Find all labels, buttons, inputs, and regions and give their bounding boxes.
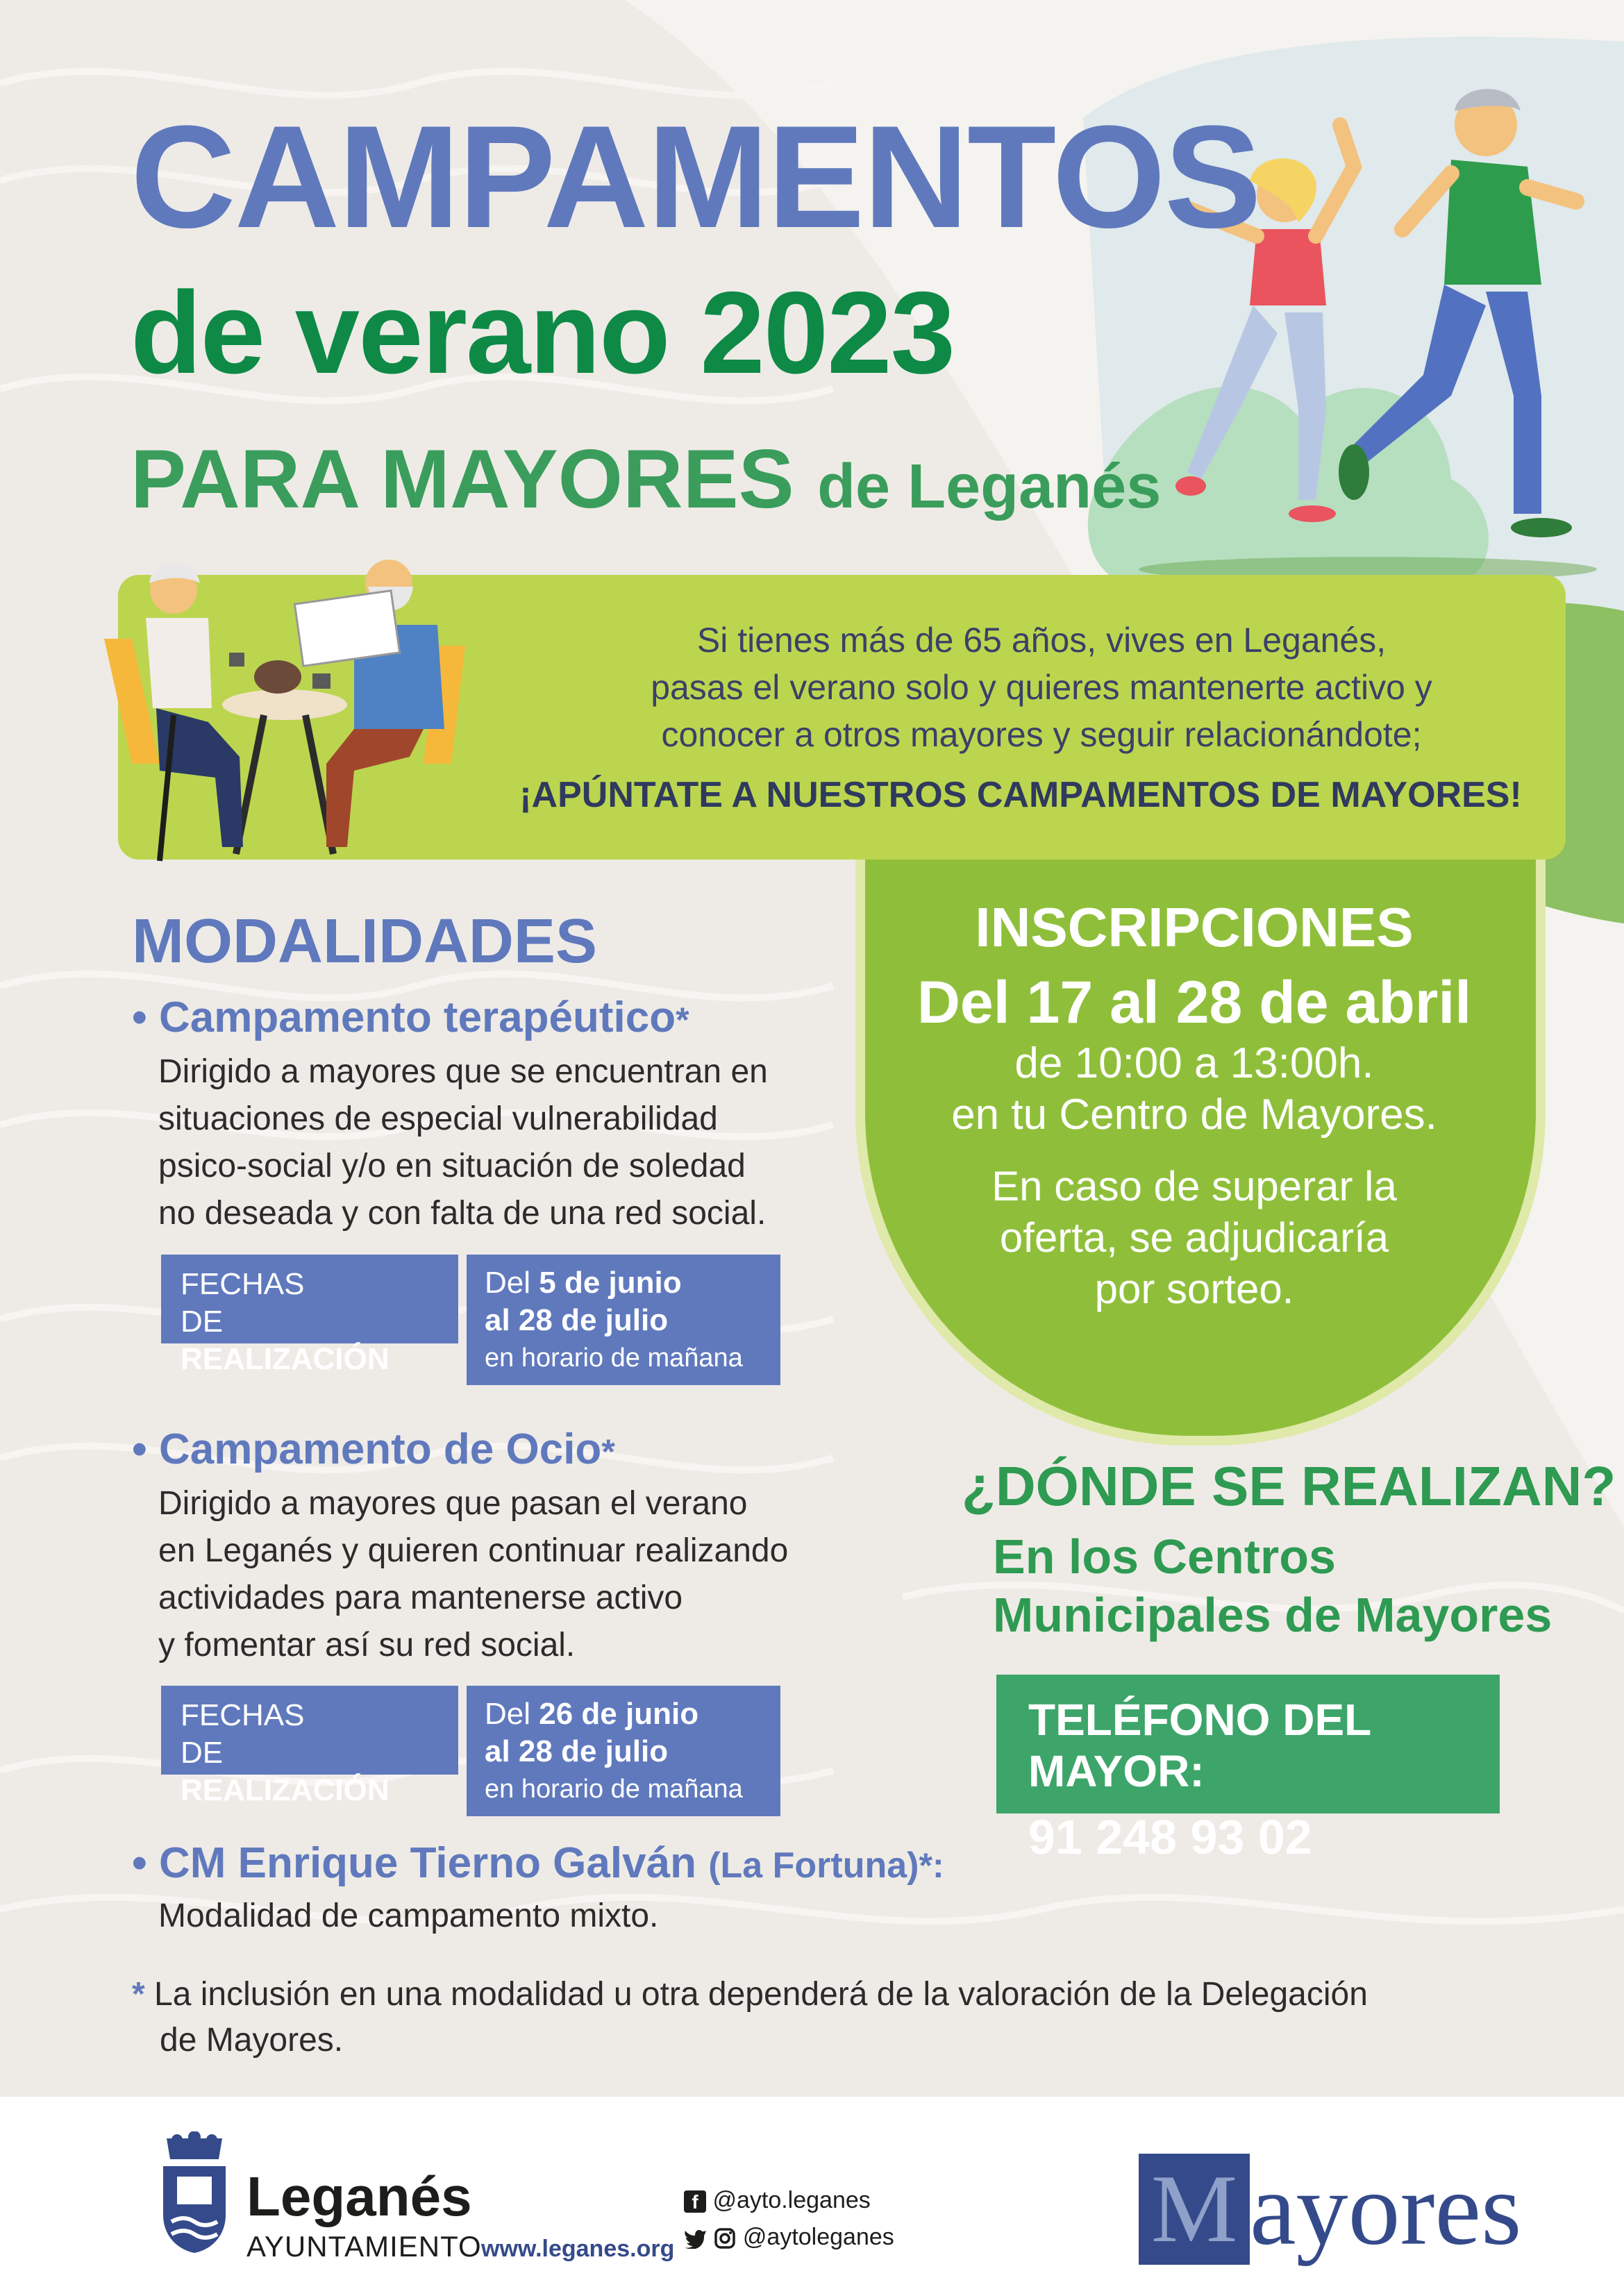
inscripciones-time-line: de 10:00 a 13:00h. xyxy=(1014,1039,1374,1087)
asterisk: * xyxy=(676,1000,689,1039)
title-para-mayores xyxy=(131,433,1162,526)
twitter-instagram-text: @aytoleganes xyxy=(742,2224,894,2250)
terapeutico-description xyxy=(158,1048,853,1237)
terapeutico-line: situaciones de especial vulnerabilidad xyxy=(158,1100,718,1137)
footnote-line xyxy=(132,1972,1451,2018)
ocio-line: Dirigido a mayores que pasan el verano xyxy=(158,1485,748,1522)
ocio-line: en Leganés y quieren continuar realizando xyxy=(158,1532,789,1569)
range-del: Del xyxy=(485,1697,539,1731)
donde-answer-line: Municipales de Mayores xyxy=(993,1588,1552,1642)
intro-line: pasas el verano solo y quieres mantenerte activo y xyxy=(651,668,1432,707)
twitter-icon xyxy=(684,2228,708,2249)
inscripciones-title: INSCRIPCIONES xyxy=(975,896,1414,958)
ayuntamiento-label: AYUNTAMIENTO xyxy=(246,2230,482,2263)
intro-line: conocer a otros mayores y seguir relacionándote; xyxy=(661,715,1422,754)
intro-line: Si tienes más de 65 años, vives en Leganés, xyxy=(696,621,1387,660)
terapeutico-line: Dirigido a mayores que se encuentran en xyxy=(158,1053,768,1090)
range-schedule: en horario de mañana xyxy=(485,1343,743,1373)
leganes-coat-of-arms-icon xyxy=(156,2131,233,2256)
website-link[interactable]: www.leganes.org xyxy=(481,2236,675,2262)
range-line xyxy=(485,1302,762,1339)
instagram-icon xyxy=(714,2227,736,2249)
tierno-description: Modalidad de campamento mixto. xyxy=(158,1897,659,1934)
inscripciones-dates: Del 17 al 28 de abril xyxy=(916,969,1472,1036)
title-para-mayores-main: PARA MAYORES xyxy=(131,433,794,526)
range-start: 5 de junio xyxy=(539,1266,682,1300)
ocio-line: actividades para mantenerse activo xyxy=(158,1579,683,1616)
footnote xyxy=(132,1972,1451,2063)
inscripciones-time-line: en tu Centro de Mayores. xyxy=(951,1091,1437,1139)
fechas-realizacion: REALIZACIÓN xyxy=(181,1773,390,1807)
facebook-icon: f xyxy=(684,2190,706,2213)
donde-answer xyxy=(993,1527,1552,1644)
asterisk: *: xyxy=(919,1846,944,1885)
title-de-leganes: de Leganés xyxy=(817,452,1162,521)
bullet: • xyxy=(132,994,147,1041)
telefono-box xyxy=(996,1675,1500,1864)
inscripciones-time xyxy=(868,1038,1521,1141)
range-start: 26 de junio xyxy=(539,1697,699,1731)
terapeutico-line: no deseada y con falta de una red social. xyxy=(158,1195,767,1232)
ocio-line: y fomentar así su red social. xyxy=(158,1627,576,1664)
inscripciones-note-line: En caso de superar la xyxy=(991,1163,1397,1209)
fechas-label-line: FECHAS xyxy=(181,1698,305,1732)
range-end: al 28 de julio xyxy=(485,1734,669,1768)
terapeutico-heading-text: Campamento terapéutico xyxy=(158,994,676,1041)
ocio-description xyxy=(158,1480,853,1669)
ocio-heading xyxy=(132,1425,615,1474)
footnote-line: de Mayores. xyxy=(160,2022,344,2059)
terapeutico-fechas-label xyxy=(161,1255,458,1376)
donde-question: ¿DÓNDE SE REALIZAN? xyxy=(962,1455,1616,1517)
intro-cta: ¡APÚNTATE A NUESTROS CAMPAMENTOS DE MAYORES! xyxy=(519,775,1522,815)
facebook-handle[interactable] xyxy=(684,2187,871,2214)
fechas-label-line xyxy=(181,1734,439,1809)
bullet: • xyxy=(132,1839,147,1887)
ocio-fechas-label xyxy=(161,1686,458,1807)
donde-answer-line: En los Centros xyxy=(993,1530,1336,1584)
telefono-label: TELÉFONO DEL MAYOR: xyxy=(1028,1695,1371,1796)
range-schedule: en horario de mañana xyxy=(485,1775,743,1804)
telefono-number: 91 248 93 02 xyxy=(1028,1810,1312,1864)
seniors-coffee-illustration xyxy=(90,555,479,868)
terapeutico-heading xyxy=(132,993,689,1042)
inscripciones-note-line: por sorteo. xyxy=(1094,1266,1294,1312)
range-line xyxy=(485,1733,762,1770)
asterisk: * xyxy=(601,1432,615,1471)
fechas-realizacion: REALIZACIÓN xyxy=(181,1342,390,1376)
tierno-heading-sub: (La Fortuna) xyxy=(708,1845,919,1886)
ocio-heading-text: Campamento de Ocio xyxy=(158,1425,602,1473)
mayores-logo-initial: M xyxy=(1139,2154,1250,2265)
footnote-text: La inclusión en una modalidad u otra dependerá de la valoración de la Delegación xyxy=(154,1976,1368,2013)
mayores-logo xyxy=(1139,2138,1521,2269)
modalidades-title: MODALIDADES xyxy=(132,907,597,976)
facebook-text: @ayto.leganes xyxy=(712,2187,871,2213)
bullet: • xyxy=(132,1425,147,1473)
terapeutico-fechas-range xyxy=(467,1255,780,1385)
range-line xyxy=(485,1264,762,1302)
inscripciones-note xyxy=(868,1161,1521,1315)
tierno-heading-text: CM Enrique Tierno Galván xyxy=(158,1839,696,1887)
inscripciones-note-line: oferta, se adjudicaría xyxy=(999,1214,1389,1261)
range-end: al 28 de julio xyxy=(485,1303,669,1337)
range-line xyxy=(485,1695,762,1733)
asterisk: * xyxy=(132,1976,145,2013)
tierno-heading xyxy=(132,1838,944,1888)
fechas-de: DE xyxy=(181,1736,224,1770)
fechas-de: DE xyxy=(181,1305,224,1339)
intro-text xyxy=(542,617,1541,758)
mayores-logo-word: ayores xyxy=(1250,2151,1522,2267)
fechas-label-line xyxy=(181,1303,439,1378)
range-del: Del xyxy=(485,1266,539,1300)
ocio-fechas-range xyxy=(467,1686,780,1816)
title-campamentos: CAMPAMENTOS xyxy=(131,95,1260,258)
twitter-instagram-handle[interactable] xyxy=(684,2224,894,2251)
leganes-name: Leganés xyxy=(246,2165,472,2227)
fechas-label-line: FECHAS xyxy=(181,1267,305,1301)
terapeutico-line: psico-social y/o en situación de soledad xyxy=(158,1148,746,1184)
title-de-verano-2023: de verano 2023 xyxy=(131,267,955,398)
